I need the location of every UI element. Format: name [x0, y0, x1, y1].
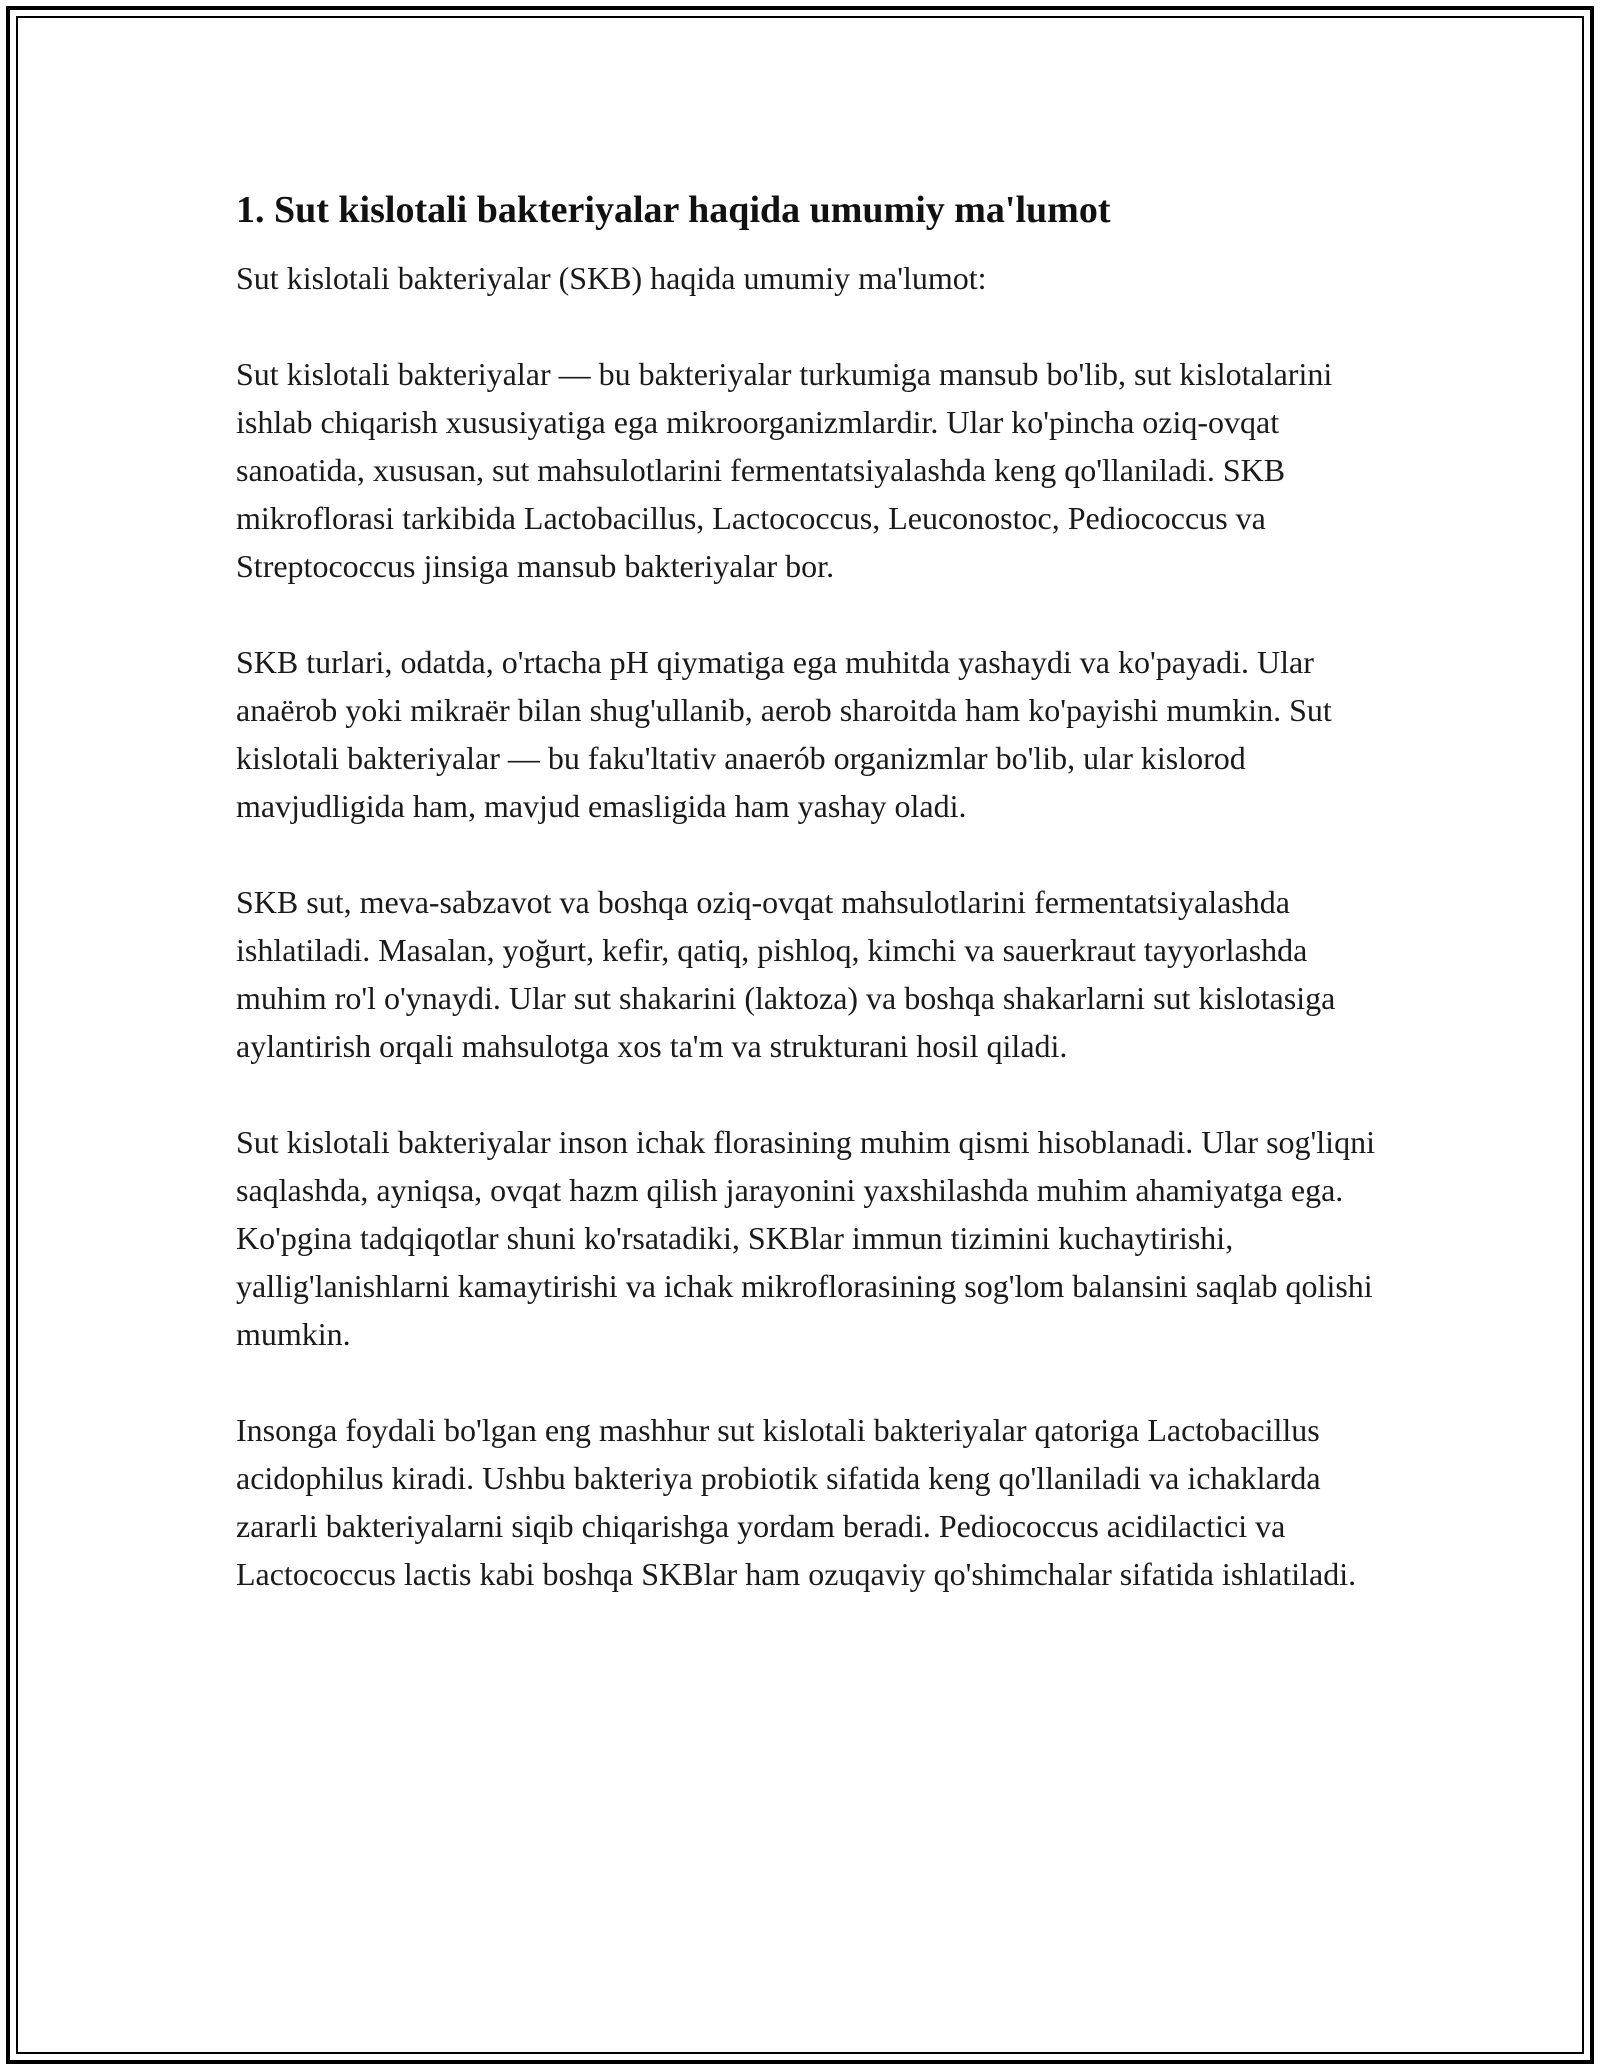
section-heading: 1. Sut kislotali bakteriyalar haqida umumiy ma'lumot — [236, 189, 1111, 231]
paragraph-definition: Sut kislotali bakteriyalar — bu bakteriyalar turkumiga mansub bo'lib, sut kislotalarini ishlab chiqarish xususiyatiga ega mikroorganizmlardir. Ular ko'pincha oziq-ovqat sanoatida, xususan, sut mahsulotlarini fermentatsiyalashda keng qo'llaniladi. SKB mikroflorasi tarkibida Lactobacillus, Lactococcus, Leuconostoc, Pediococcus va Streptococcus jinsiga mansub bakteriyalar bor. — [236, 356, 1333, 584]
paragraph-intro: Sut kislotali bakteriyalar (SKB) haqida umumiy ma'lumot: — [236, 260, 987, 296]
paragraph-health: Sut kislotali bakteriyalar inson ichak florasining muhim qismi hisoblanadi. Ular sog'liqni saqlashda, ayniqsa, ovqat hazm qilish jarayonini yaxshilashda muhim ahamiyatga ega. Ko'pgina tadqiqotlar shuni ko'rsatadiki, SKBlar immun tizimini kuchaytirishi, yallig'lanishlarni kamaytirishi va ichak mikroflorasining sog'lom balansini saqlab qolishi mumkin. — [236, 1124, 1375, 1352]
paragraph-fermentation: SKB sut, meva-sabzavot va boshqa oziq-ovqat mahsulotlarini fermentatsiyalashda ishlatiladi. Masalan, yoğurt, kefir, qatiq, pishloq, kimchi va sauerkraut tayyorlashda muhim ro'l o'ynaydi. Ular sut shakarini (laktoza) va boshqa shakarlarni sut kislotasiga aylantirish orqali mahsulotga xos ta'm va strukturani hosil qiladi. — [236, 884, 1336, 1064]
document-body — [236, 180, 1376, 1598]
paragraph-habitat: SKB turlari, odatda, o'rtacha pH qiymatiga ega muhitda yashaydi va ko'payadi. Ular anaërob yoki mikraër bilan shug'ullanib, aerob sharoitda ham ko'payishi mumkin. Sut kislotali bakteriyalar — bu faku'ltativ anaerób organizmlar bo'lib, ular kislorod mavjudligida ham, mavjud emasligida ham yashay oladi. — [236, 644, 1332, 824]
paragraph-probiotics: Insonga foydali bo'lgan eng mashhur sut kislotali bakteriyalar qatoriga Lactobacillus acidophilus kiradi. Ushbu bakteriya probiotik sifatida keng qo'llaniladi va ichaklarda zararli bakteriyalarni siqib chiqarishga yordam beradi. Pediococcus acidilactici va Lactococcus lactis kabi boshqa SKBlar ham ozuqaviy qo'shimchalar sifatida ishlatiladi. — [236, 1412, 1357, 1592]
